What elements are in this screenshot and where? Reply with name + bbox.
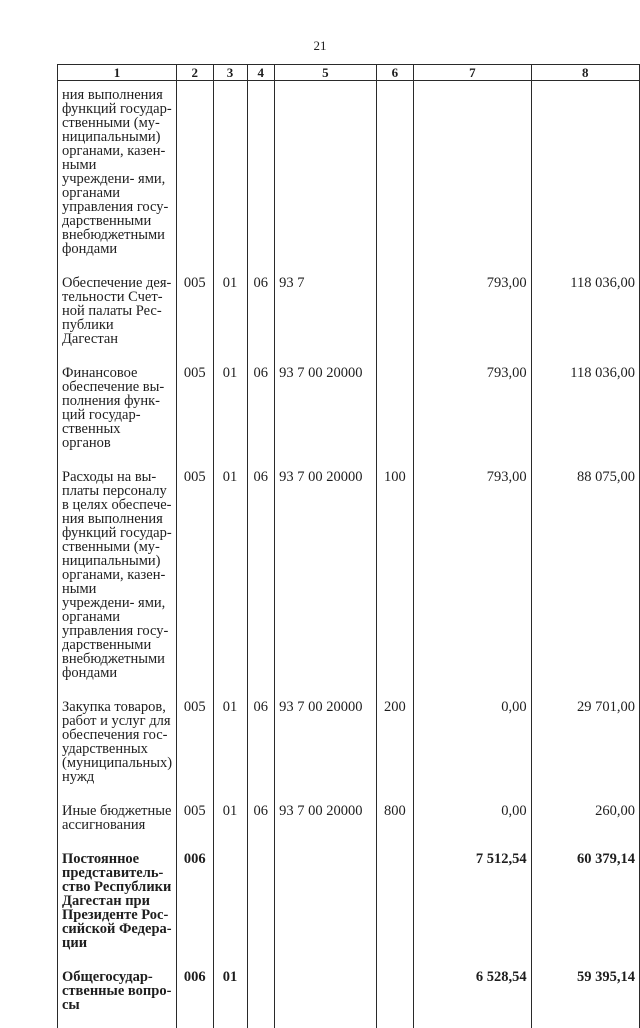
row-expense-type-cell bbox=[376, 81, 413, 277]
table-row bbox=[58, 276, 640, 366]
row-amount-col8-cell: 118 036,00 bbox=[531, 276, 639, 366]
row-section-cell bbox=[213, 852, 247, 970]
column-header: 4 bbox=[247, 65, 275, 81]
column-header: 7 bbox=[414, 65, 531, 81]
table-row bbox=[58, 366, 640, 470]
row-name-cell: Иные бюджетные ассигнования bbox=[58, 804, 177, 852]
row-section-cell: 01 bbox=[213, 470, 247, 700]
row-target-article-cell: 93 7 00 20000 bbox=[275, 804, 377, 852]
row-target-article-cell: 93 7 00 20000 bbox=[275, 366, 377, 470]
row-admin-code-cell: 005 bbox=[177, 470, 213, 700]
row-target-article-cell bbox=[275, 81, 377, 277]
row-amount-col7-cell: 793,00 bbox=[414, 470, 531, 700]
row-subsection-cell: 06 bbox=[247, 700, 275, 804]
row-amount-col7-cell bbox=[414, 81, 531, 277]
row-expense-type-cell bbox=[376, 366, 413, 470]
column-header: 8 bbox=[531, 65, 639, 81]
row-amount-col8-cell bbox=[531, 81, 639, 277]
row-admin-code-cell: 005 bbox=[177, 804, 213, 852]
row-expense-type-cell bbox=[376, 852, 413, 970]
row-amount-col7-cell: 793,00 bbox=[414, 276, 531, 366]
row-target-article-cell: 93 7 00 20000 bbox=[275, 470, 377, 700]
column-header-row bbox=[58, 65, 640, 81]
row-amount-col8-cell: 118 036,00 bbox=[531, 366, 639, 470]
row-admin-code-cell: 005 bbox=[177, 276, 213, 366]
row-target-article-cell: 93 7 bbox=[275, 276, 377, 366]
row-amount-col7-cell: 6 528,54 bbox=[414, 970, 531, 1028]
row-amount-col8-cell: 260,00 bbox=[531, 804, 639, 852]
table-row bbox=[58, 470, 640, 700]
table-body bbox=[58, 81, 640, 1028]
row-section-cell: 01 bbox=[213, 700, 247, 804]
column-header: 3 bbox=[213, 65, 247, 81]
row-section-cell: 01 bbox=[213, 276, 247, 366]
row-subsection-cell: 06 bbox=[247, 470, 275, 700]
row-subsection-cell: 06 bbox=[247, 276, 275, 366]
row-subsection-cell bbox=[247, 970, 275, 1028]
row-expense-type-cell: 200 bbox=[376, 700, 413, 804]
row-amount-col7-cell: 0,00 bbox=[414, 804, 531, 852]
row-subsection-cell bbox=[247, 852, 275, 970]
row-name-cell: Общегосудар- ственные вопро- сы bbox=[58, 970, 177, 1028]
row-target-article-cell: 93 7 00 20000 bbox=[275, 700, 377, 804]
row-target-article-cell bbox=[275, 970, 377, 1028]
row-name-cell: Финансовое обеспечение вы- полнения функ- ций государ- ственных органов bbox=[58, 366, 177, 470]
row-subsection-cell: 06 bbox=[247, 366, 275, 470]
table-row bbox=[58, 970, 640, 1028]
row-expense-type-cell bbox=[376, 970, 413, 1028]
table-row bbox=[58, 852, 640, 970]
row-amount-col7-cell: 0,00 bbox=[414, 700, 531, 804]
row-name-cell: ния выполнения функций государ- ственными (му- ниципальными) органами, казен- ными учреждени- ями, органами управления госу- дарственными внебюджетными фондами bbox=[58, 81, 177, 277]
table-row bbox=[58, 804, 640, 852]
row-amount-col7-cell: 793,00 bbox=[414, 366, 531, 470]
row-name-cell: Обеспечение дея- тельности Счет- ной палаты Рес- публики Дагестан bbox=[58, 276, 177, 366]
row-section-cell: 01 bbox=[213, 970, 247, 1028]
row-name-cell: Постоянное представитель- ство Республики Дагестан при Президенте Рос- сийской Федера- ции bbox=[58, 852, 177, 970]
table-row bbox=[58, 81, 640, 277]
row-amount-col7-cell: 7 512,54 bbox=[414, 852, 531, 970]
budget-table bbox=[57, 64, 640, 1028]
row-admin-code-cell bbox=[177, 81, 213, 277]
page-number: 21 bbox=[0, 38, 640, 54]
row-target-article-cell bbox=[275, 852, 377, 970]
row-name-cell: Расходы на вы- платы персоналу в целях обеспече- ния выполнения функций государ- ственными (му- ниципальными) органами, казен- ными учреждени- ями, органами управления госу- дарственными внебюджетными фондами bbox=[58, 470, 177, 700]
row-admin-code-cell: 005 bbox=[177, 700, 213, 804]
row-section-cell bbox=[213, 81, 247, 277]
row-expense-type-cell: 100 bbox=[376, 470, 413, 700]
row-amount-col8-cell: 29 701,00 bbox=[531, 700, 639, 804]
row-expense-type-cell: 800 bbox=[376, 804, 413, 852]
row-section-cell: 01 bbox=[213, 804, 247, 852]
row-section-cell: 01 bbox=[213, 366, 247, 470]
row-amount-col8-cell: 88 075,00 bbox=[531, 470, 639, 700]
row-admin-code-cell: 006 bbox=[177, 970, 213, 1028]
row-admin-code-cell: 005 bbox=[177, 366, 213, 470]
row-amount-col8-cell: 60 379,14 bbox=[531, 852, 639, 970]
row-expense-type-cell bbox=[376, 276, 413, 366]
row-subsection-cell: 06 bbox=[247, 804, 275, 852]
column-header: 1 bbox=[58, 65, 177, 81]
column-header: 6 bbox=[376, 65, 413, 81]
table-row bbox=[58, 700, 640, 804]
column-header: 2 bbox=[177, 65, 213, 81]
row-name-cell: Закупка товаров, работ и услуг для обеспечения гос- ударственных (муниципальных) нужд bbox=[58, 700, 177, 804]
row-admin-code-cell: 006 bbox=[177, 852, 213, 970]
row-subsection-cell bbox=[247, 81, 275, 277]
row-amount-col8-cell: 59 395,14 bbox=[531, 970, 639, 1028]
column-header: 5 bbox=[275, 65, 377, 81]
